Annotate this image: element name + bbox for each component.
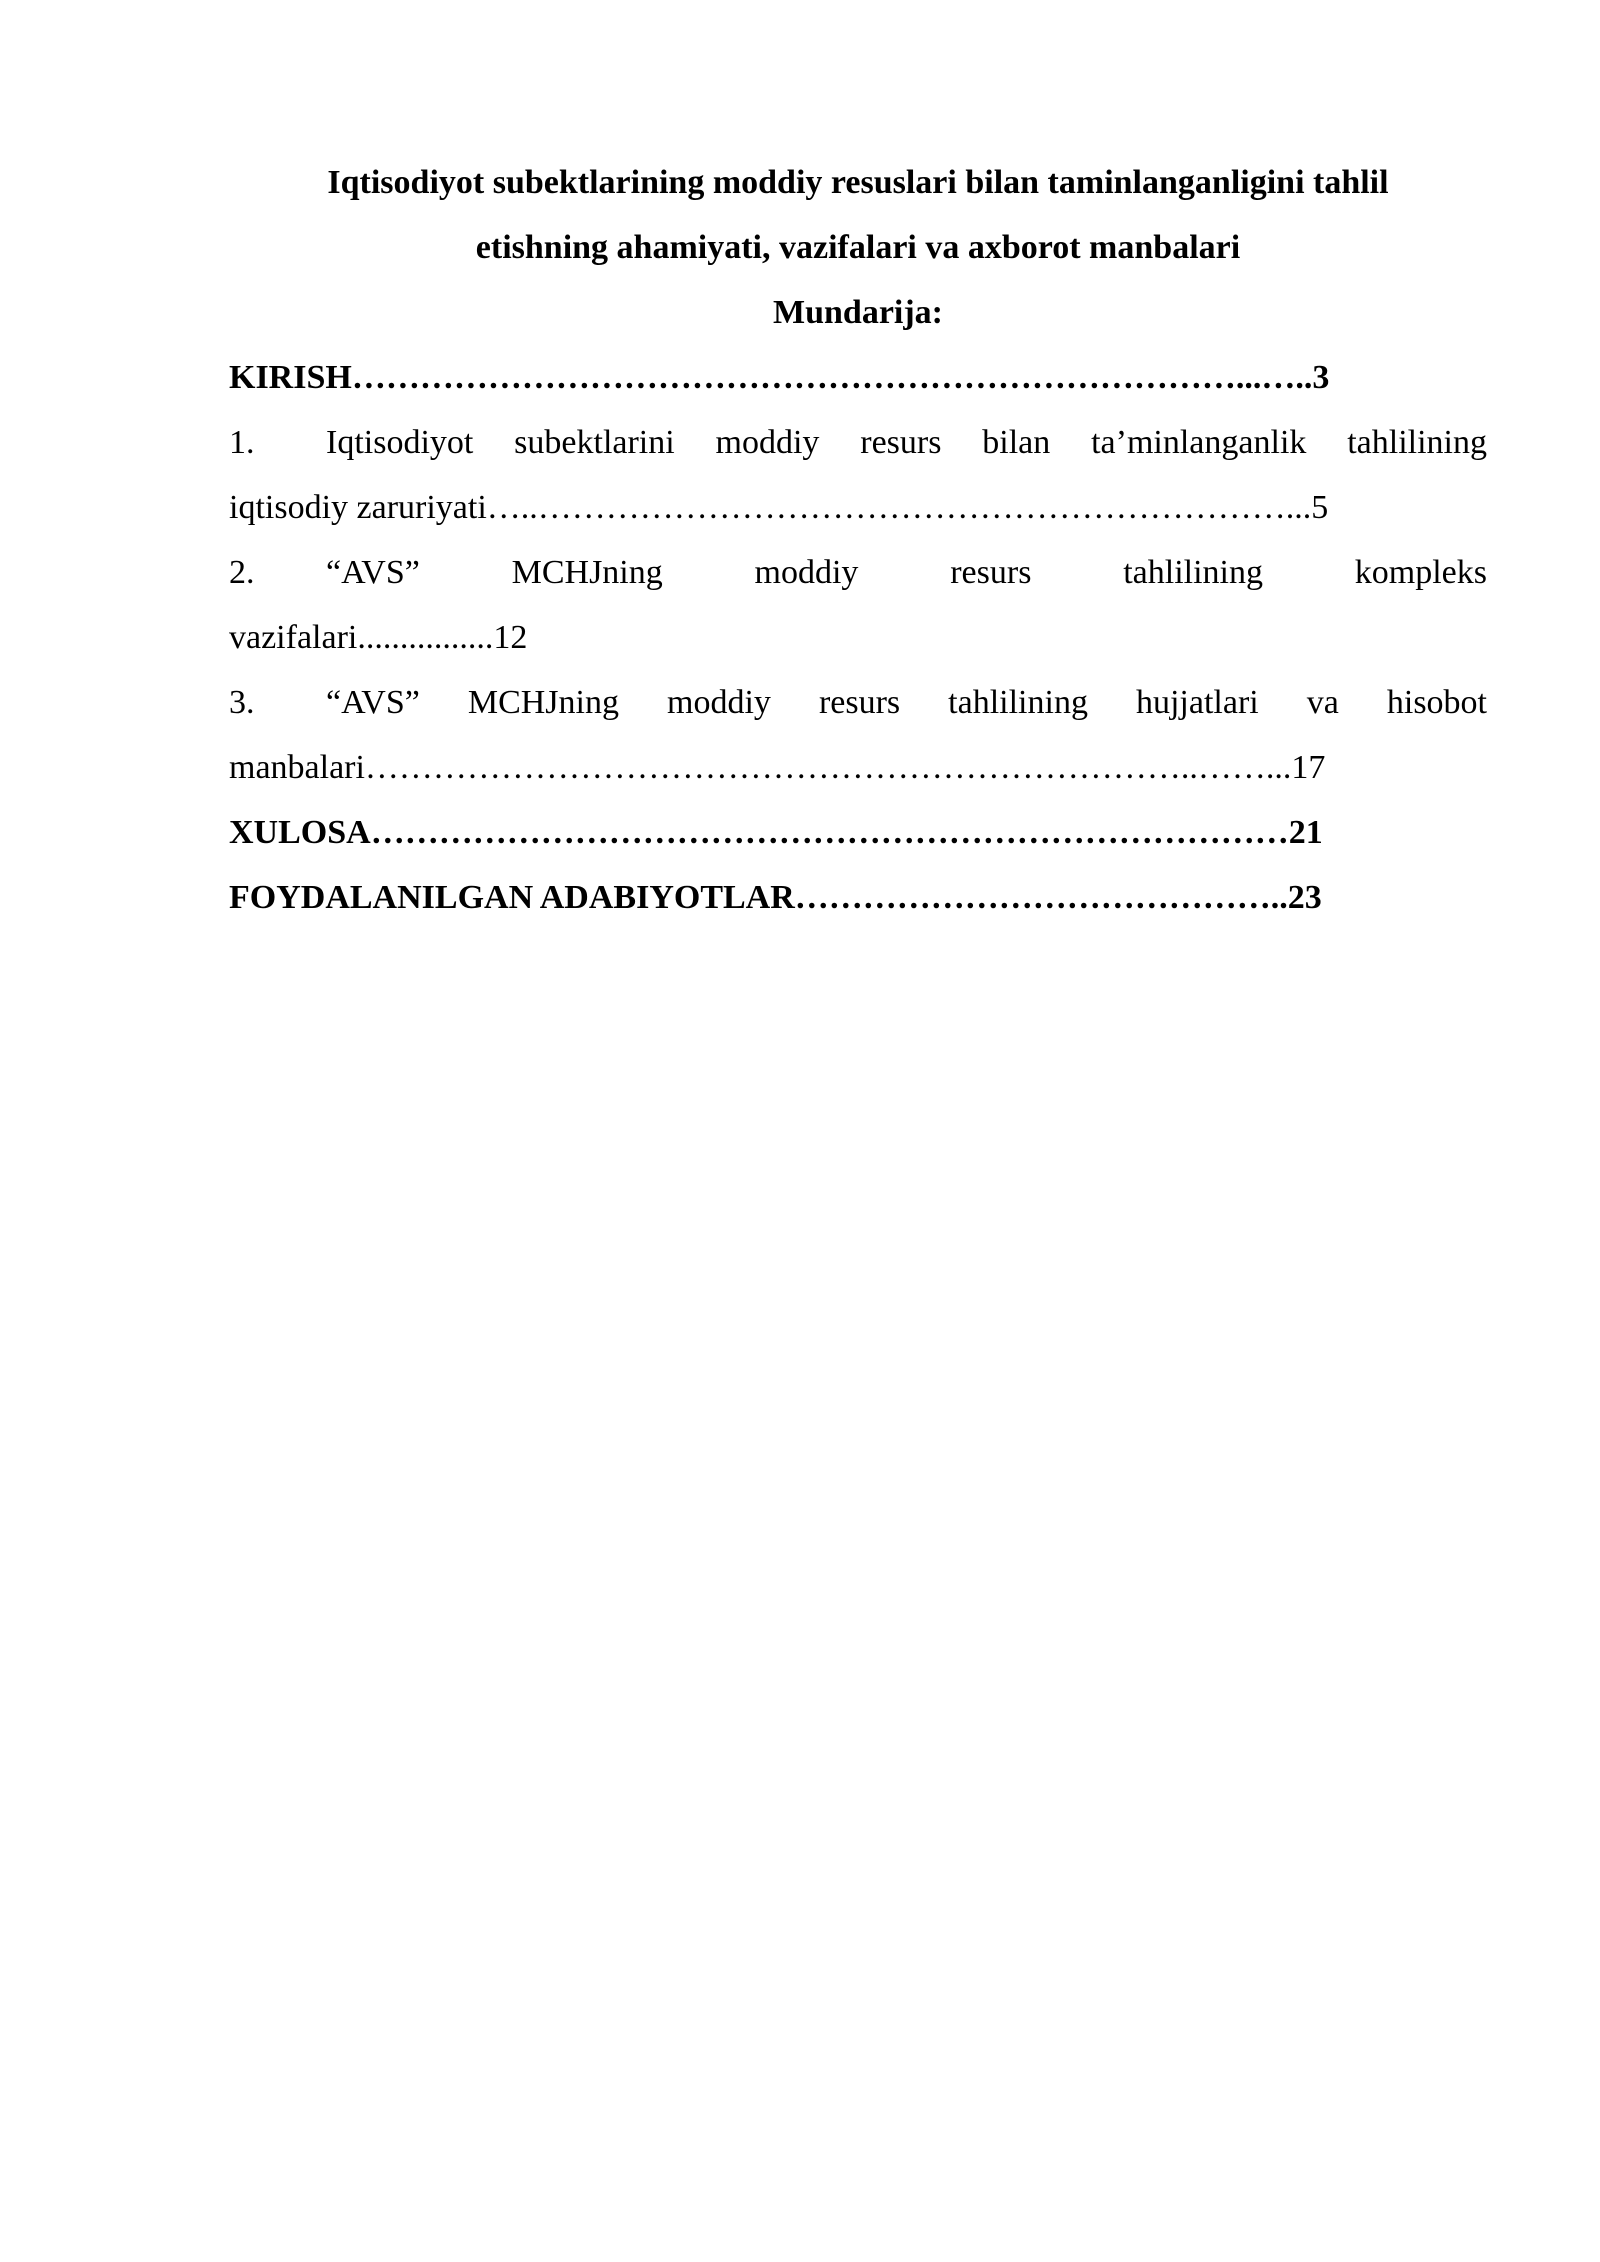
table-of-contents [229,345,1487,930]
toc-entry-1-number: 1. [229,424,255,461]
title-line-1: Iqtisodiyot subektlarining moddiy resuslari bilan taminlanganligini tahlil [327,164,1389,201]
toc-entry-conclusion: XULOSA………………………………………………………………………21 [229,814,1323,851]
toc-entry-2-line-2: vazifalari................12 [229,619,528,656]
toc-entry-3-line-2: manbalari………………………………………………………………..……...17 [229,749,1326,786]
toc-entry-1-text: Iqtisodiyot subektlarini moddiy resurs bilan ta’minlanganlik tahlilining [326,424,1487,461]
toc-entry-references: FOYDALANILGAN ADABIYOTLAR……………………………………..23 [229,879,1322,916]
toc-entry-1-line-1 [229,410,1487,475]
toc-entry-3-number: 3. [229,684,255,721]
document-content [229,150,1487,930]
toc-entry-1-line-2: iqtisodiy zaruriyati…..…………………………………………………………...5 [229,489,1329,526]
toc-entry-intro: KIRISH……………………………………………………………………...…..3 [229,359,1330,396]
toc-entry-2-line-1 [229,540,1487,605]
toc-entry-3-text: “AVS” MCHJning moddiy resurs tahlilining hujjatlari va hisobot [326,684,1487,721]
document-title [229,150,1487,280]
toc-entry-2-number: 2. [229,554,255,591]
toc-entry-2-text: “AVS” MCHJning moddiy resurs tahlilining kompleks [326,554,1487,591]
toc-heading: Mundarija: [773,294,943,331]
title-line-2: etishning ahamiyati, vazifalari va axborot manbalari [475,229,1241,266]
toc-entry-3-line-1 [229,670,1487,735]
